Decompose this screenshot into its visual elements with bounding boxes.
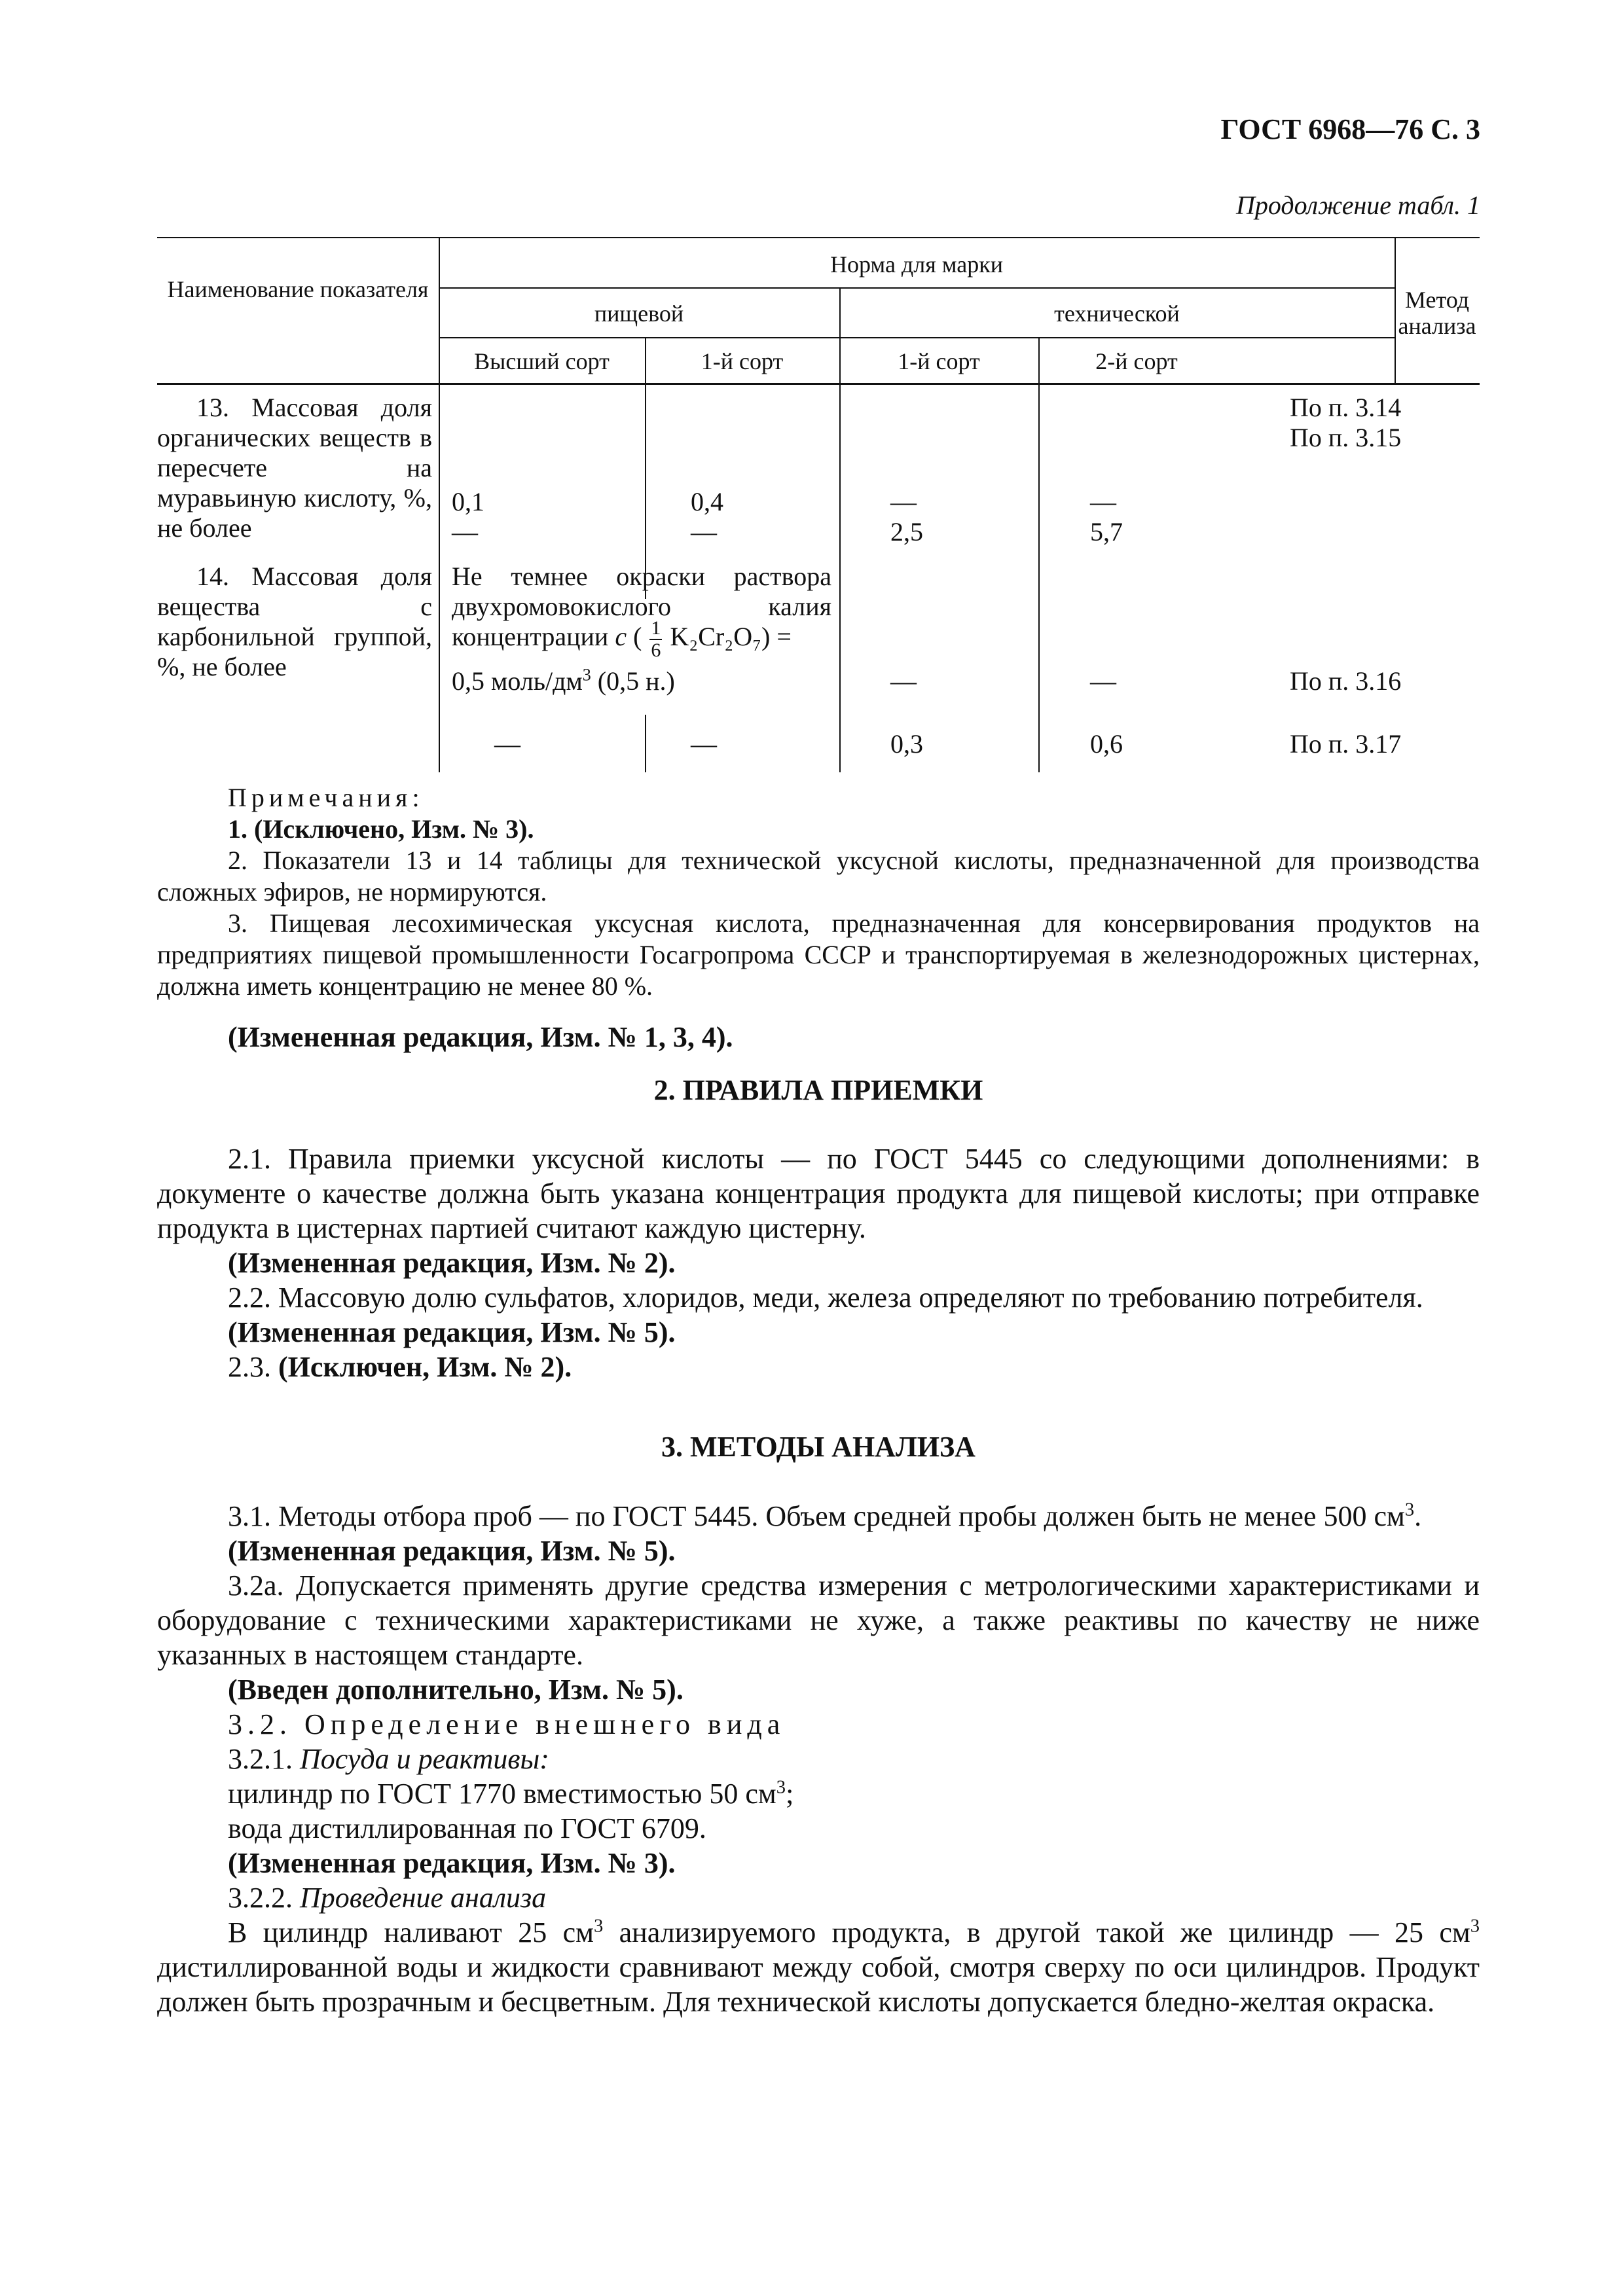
note-1: 1. (Исключено, Изм. № 3).	[228, 814, 534, 844]
table-notes	[157, 782, 1480, 1053]
table-col-rule	[645, 337, 646, 599]
header-technical-grade: технической	[1054, 300, 1180, 327]
clause-3-1: 3.1. Методы отбора проб — по ГОСТ 5445. Объем средней пробы должен быть не менее 500 $см^3$.	[228, 1499, 1422, 1532]
row14-food-first-b: —	[691, 729, 717, 759]
row14-tech-first-a: —	[890, 666, 917, 696]
header-food-first: 1-й сорт	[701, 348, 784, 374]
reagent-item-1: цилиндр по ГОСТ 1770 вместимостью 50 $см^3$;	[228, 1777, 794, 1810]
note-2: 2. Показатели 13 и 14 таблицы для технической уксусной кислоты, предназначенной для производства сложных эфиров, не нормируются.	[157, 846, 1480, 906]
table-header-rule	[439, 287, 1395, 289]
clause-2-3: 2.3. (Исключен, Изм. № 2).	[228, 1351, 572, 1383]
table-continuation-label: Продолжение табл. 1	[1235, 190, 1480, 220]
header-food-premium: Высший сорт	[474, 348, 610, 374]
row14-concentration-formula: концентрации c ( $\frac{1}{6}$ K₂Cr₂O₇) =	[452, 617, 792, 661]
header-indicator-name: Наименование показателя	[167, 276, 429, 302]
row14-method-a: По п. 3.16	[1290, 666, 1402, 696]
row14-tech-second-a: —	[1090, 666, 1116, 696]
row14-method-b: По п. 3.17	[1290, 729, 1402, 759]
row13-method-b: По п. 3.15	[1290, 423, 1402, 452]
row13-method-a: По п. 3.14	[1290, 393, 1402, 422]
header-norm: Норма для марки	[830, 251, 1004, 278]
table-header-bottom-rule	[157, 383, 1480, 385]
row13-tech-first-a: —	[890, 487, 917, 516]
notes-amendment: (Измененная редакция, Изм. № 1, 3, 4).	[228, 1021, 733, 1053]
section-3-title: 3. МЕТОДЫ АНАЛИЗА	[661, 1431, 976, 1463]
header-tech-second: 2-й сорт	[1095, 348, 1178, 374]
clause-3-2a: 3.2а. Допускается применять другие средства измерения с метрологическими характеристиками и оборудование с техническими характеристиками не хуже, а также реактивы по качеству не ниже указанных в настоящем стандарте.	[157, 1570, 1480, 1671]
row14-concentration-value: 0,5 моль/$дм^3$ (0,5 н.)	[452, 665, 675, 696]
header-method: Метод анализа	[1398, 287, 1476, 339]
clause-2-2-amendment: (Измененная редакция, Изм. № 5).	[228, 1316, 676, 1348]
page-header: ГОСТ 6968—76 С. 3	[1220, 113, 1480, 145]
row13-tech-second-a: —	[1090, 487, 1116, 516]
clause-3-2-2-text: В цилиндр наливают 25 $см^3$ анализируемого продукта, в другой такой же цилиндр — 25 $см^3$ дистиллированной воды и жидкости сравнивают между собой, смотря сверху по оси цилиндров. Продукт должен быть прозрачным и бесцветным. Для технической кислоты допускается бледно-желтая окраска.	[157, 1916, 1480, 2018]
section-3-body	[157, 1499, 1480, 2019]
row14-name: 14. Массовая доля вещества с карбонильной группой, %, не более	[157, 562, 432, 681]
header-food-grade: пищевой	[594, 300, 684, 327]
notes-label: Примечания:	[228, 783, 424, 812]
table-col-rule	[645, 715, 646, 772]
clause-3-1-amendment: (Измененная редакция, Изм. № 5).	[228, 1535, 676, 1567]
row13-food-first-a: 0,4	[691, 487, 723, 516]
header-tech-first: 1-й сорт	[898, 348, 980, 374]
section-2-body	[157, 1141, 1480, 1384]
row13-tech-first-b: 2,5	[890, 517, 923, 547]
clause-3-2-1-amendment: (Измененная редакция, Изм. № 3).	[228, 1847, 676, 1879]
row13-name: 13. Массовая доля органических веществ в пересчете на муравьиную кислоту, %, не более	[157, 393, 432, 543]
row14-food-premium-b: —	[494, 729, 520, 759]
clause-3-2: 3.2. Определение внешнего вида	[228, 1708, 786, 1740]
clause-2-1-amendment: (Измененная редакция, Изм. № 2).	[228, 1247, 676, 1279]
clause-2-1: 2.1. Правила приемки уксусной кислоты — по ГОСТ 5445 со следующими дополнениями: в документе о качестве должна быть указана концентрация продукта для пищевой кислоты; при отправке продукта в цистернах партией считают каждую цистерну.	[157, 1143, 1480, 1244]
row14-norm-text: Не темнее окраски раствора двухромовокислого калия	[452, 562, 831, 621]
reagent-item-2: вода дистиллированная по ГОСТ 6709.	[228, 1812, 706, 1844]
note-3: 3. Пищевая лесохимическая уксусная кислота, предназначенная для консервирования продуктов на предприятиях пищевой промышленности Госагропрома СССР и транспортируемая в железнодорожных цистернах, должна иметь концентрацию не менее 80 %.	[157, 908, 1480, 1001]
clause-3-2-2: 3.2.2. Проведение анализа	[228, 1882, 547, 1914]
row14-tech-first-b: 0,3	[890, 729, 923, 759]
fraction-one-sixth: $\frac{1}{6}$	[651, 617, 661, 661]
specs-table	[157, 237, 1480, 772]
table-col-rule	[1038, 337, 1040, 772]
row13-food-premium-a: 0,1	[452, 487, 484, 516]
section-2-title: 2. ПРАВИЛА ПРИЕМКИ	[653, 1074, 983, 1106]
row13-tech-second-b: 5,7	[1090, 517, 1123, 547]
table-header-rule	[439, 337, 1395, 338]
clause-3-2a-amendment: (Введен дополнительно, Изм. № 5).	[228, 1674, 684, 1706]
row14-tech-second-b: 0,6	[1090, 729, 1123, 759]
row13-food-premium-b: —	[452, 517, 478, 547]
clause-3-2-1: 3.2.1. Посуда и реактивы:	[228, 1743, 549, 1775]
row13-food-first-b: —	[691, 517, 717, 547]
clause-2-2: 2.2. Массовую долю сульфатов, хлоридов, меди, железа определяют по требованию потребителя.	[228, 1282, 1423, 1314]
table-top-rule	[157, 237, 1480, 238]
